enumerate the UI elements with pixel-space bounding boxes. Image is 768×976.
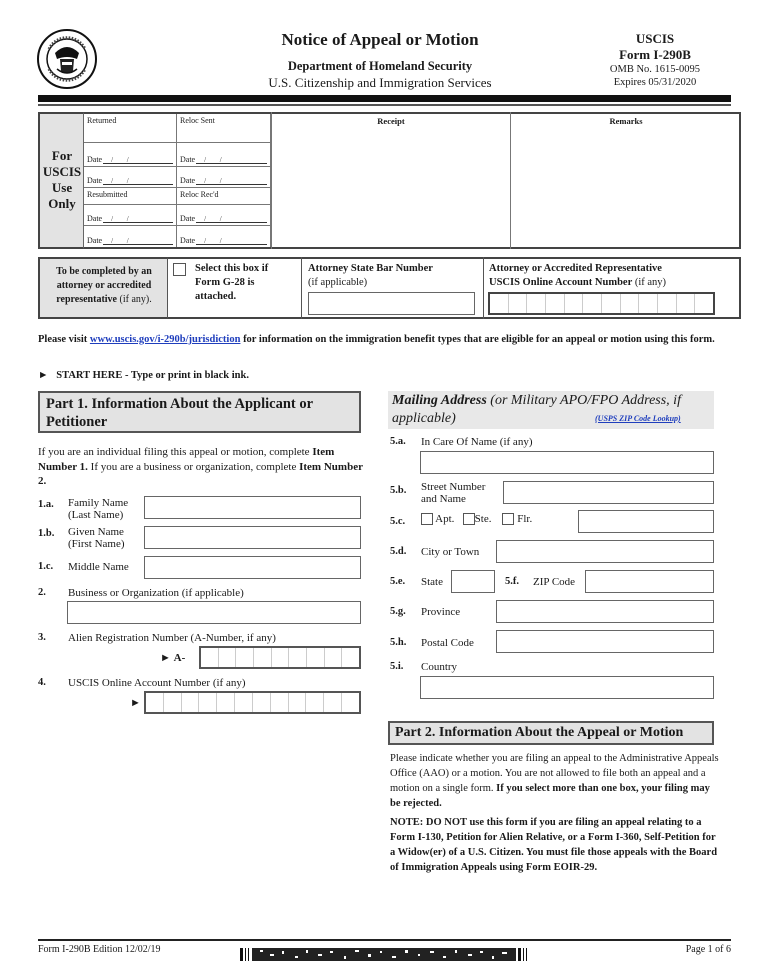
form-number: Form I-290B	[619, 47, 691, 62]
jurisdiction-link[interactable]: www.uscis.gov/i-290b/jurisdiction	[89, 334, 241, 345]
arrow-right-icon: ►	[130, 697, 141, 709]
reloc-recd-cell: Reloc Rec'd	[177, 188, 271, 205]
unit-number-input[interactable]	[578, 510, 714, 533]
country-input[interactable]	[420, 676, 714, 699]
item-number: 5.c.	[390, 516, 406, 527]
part1-instructions: If you are an individual filing this appeal or motion, complete Item Number 1. If you are a business or organization, complete Item Number 2.	[38, 446, 363, 487]
form-title: Notice of Appeal or Motion	[281, 30, 479, 49]
item-number: 5.b.	[390, 485, 407, 496]
middle-name-label: Middle Name	[68, 561, 129, 573]
item-number: 2.	[38, 587, 46, 598]
reloc-recd-date-2: Date / /	[177, 226, 271, 247]
city-input[interactable]	[496, 540, 714, 563]
receipt-label: Receipt	[377, 116, 405, 126]
item-number: 5.g.	[390, 606, 406, 617]
part2-note: NOTE: DO NOT use this form if you are filing an appeal relating to a Form I-130, Petition for Alien Relative, or a Form I-360, Self-Petition for a Widow(er) of a U.S. Citizen. You must file those appeals with the Board of Immigration Appeals using Form EOIR-29.	[390, 817, 718, 873]
business-name-input[interactable]	[67, 601, 361, 624]
part2-heading: Part 2. Information About the Appeal or Motion	[388, 721, 714, 745]
attorney-side-label: To be completed by an attorney or accredited representative (if any).	[56, 266, 152, 305]
postal-code-label: Postal Code	[421, 637, 474, 649]
a-number-input[interactable]	[199, 646, 361, 669]
item-number: 5.h.	[390, 637, 407, 648]
uscis-account-label: USCIS Online Account Number (if any)	[68, 677, 246, 689]
bar-number-label: Attorney State Bar Number (if applicable)	[308, 263, 433, 288]
usps-zip-lookup-link[interactable]: (USPS ZIP Code Lookup)	[595, 414, 681, 423]
item-number: 1.b.	[38, 528, 55, 539]
flr-checkbox[interactable]	[502, 513, 514, 525]
part1-heading: Part 1. Information About the Applicant or Petitioner	[38, 391, 361, 433]
reloc-sent-date-1: Date / /	[177, 143, 271, 167]
mailing-address-heading: Mailing Address (or Military APO/FPO Address, if applicable)	[388, 391, 714, 429]
business-name-label: Business or Organization (if applicable)	[68, 587, 244, 599]
item-number: 5.a.	[390, 436, 406, 447]
divider	[301, 257, 302, 319]
attorney-account-number-input[interactable]	[488, 292, 715, 315]
dhs-seal-icon	[37, 29, 97, 89]
a-number-prefix: ► A-	[160, 652, 186, 664]
street-input[interactable]	[503, 481, 714, 504]
province-label: Province	[421, 606, 461, 618]
header-divider-thick	[38, 95, 731, 102]
middle-name-input[interactable]	[144, 556, 361, 579]
unit-type-options: Apt. Ste. Flr.	[421, 513, 532, 525]
item-number: 3.	[38, 632, 46, 643]
g28-checkbox[interactable]	[173, 263, 186, 276]
receipt-column	[271, 112, 511, 249]
in-care-of-label: In Care Of Name (if any)	[421, 436, 533, 448]
postal-code-input[interactable]	[496, 630, 714, 653]
department-name: Department of Homeland Security	[287, 59, 473, 73]
agency-name: U.S. Citizenship and Immigration Services	[268, 75, 492, 90]
office-use-side-label: For USCIS Use Only	[42, 148, 82, 211]
part2-instructions: Please indicate whether you are filing an appeal to the Administrative Appeals Office (AAO) or a motion. You are not allowed to file both an appeal and a motion on a single form. If you select more than one box, your filing may be rejected.	[390, 753, 719, 809]
resubmitted-date-2: Date / /	[84, 226, 177, 247]
given-name-input[interactable]	[144, 526, 361, 549]
given-name-label: Given Name (First Name)	[68, 526, 125, 550]
omb-number: OMB No. 1615-0095	[609, 64, 701, 75]
g28-checkbox-label: Select this box if Form G-28 is attached.	[195, 263, 269, 302]
divider	[483, 257, 484, 319]
ste-checkbox[interactable]	[463, 513, 475, 525]
item-number: 5.e.	[390, 576, 406, 587]
start-here-instruction: ► START HERE - Type or print in black ink.	[38, 370, 249, 381]
item-number: 4.	[38, 677, 46, 688]
remarks-label: Remarks	[609, 116, 643, 126]
a-number-label: Alien Registration Number (A-Number, if any)	[68, 632, 276, 644]
province-input[interactable]	[496, 600, 714, 623]
arrow-right-icon: ►	[38, 370, 49, 381]
family-name-input[interactable]	[144, 496, 361, 519]
item-number: 5.d.	[390, 546, 407, 557]
returned-date-1: Date / /	[84, 143, 177, 167]
header-divider-thin	[38, 104, 731, 106]
item-number: 5.f.	[505, 576, 519, 587]
family-name-label: Family Name (Last Name)	[68, 497, 129, 521]
jurisdiction-notice: Please visit www.uscis.gov/i-290b/jurisdiction for information on the immigration benefit types that are eligible for an appeal or motion using this form.	[38, 334, 715, 345]
zip-code-input[interactable]	[585, 570, 714, 593]
reloc-sent-cell: Reloc Sent	[177, 114, 271, 143]
resubmitted-cell: Resubmitted	[84, 188, 177, 205]
state-label: State	[421, 576, 443, 588]
returned-cell: Returned	[84, 114, 177, 143]
returned-date-2: Date / /	[84, 167, 177, 188]
country-label: Country	[421, 661, 458, 673]
uscis-account-input[interactable]	[144, 691, 361, 714]
arrow-right-icon: ►	[160, 652, 171, 664]
city-label: City or Town	[421, 546, 480, 558]
in-care-of-input[interactable]	[420, 451, 714, 474]
street-label: Street Number and Name	[421, 481, 486, 505]
agency-short: USCIS	[635, 31, 675, 46]
bar-number-input[interactable]	[308, 292, 475, 315]
item-number: 1.c.	[38, 561, 54, 572]
apt-checkbox[interactable]	[421, 513, 433, 525]
reloc-sent-date-2: Date / /	[177, 167, 271, 188]
state-input[interactable]	[451, 570, 495, 593]
remarks-column	[511, 112, 741, 249]
footer-divider	[38, 939, 731, 941]
attorney-account-label: Attorney or Accredited Representative USCIS Online Account Number (if any)	[489, 263, 667, 288]
reloc-recd-date-1: Date / /	[177, 205, 271, 226]
page-number: Page 1 of 6	[685, 944, 731, 955]
resubmitted-date-1: Date / /	[84, 205, 177, 226]
item-number: 5.i.	[390, 661, 404, 672]
2d-barcode-icon	[240, 948, 528, 961]
zip-code-label: ZIP Code	[533, 576, 576, 588]
form-edition: Form I-290B Edition 12/02/19	[38, 944, 161, 955]
item-number: 1.a.	[38, 499, 54, 510]
expiration-date: Expires 05/31/2020	[613, 77, 697, 88]
